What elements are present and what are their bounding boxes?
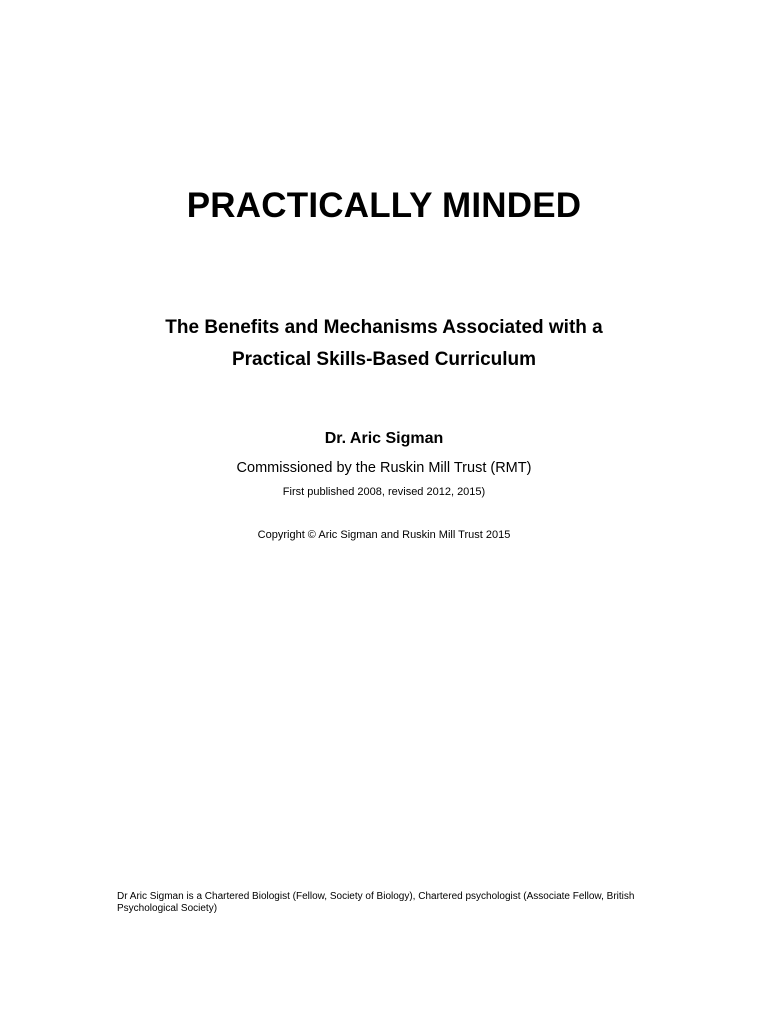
copyright-notice: Copyright © Aric Sigman and Ruskin Mill Trust 2015 (257, 529, 511, 541)
document-title: PRACTICALLY MINDED (186, 186, 582, 225)
commissioned-by: Commissioned by the Ruskin Mill Trust (RMT) (236, 460, 532, 476)
subtitle-line-1: The Benefits and Mechanisms Associated with a (165, 317, 603, 338)
author-credentials-footnote: Dr Aric Sigman is a Chartered Biologist (Fellow, Society of Biology), Chartered psychologist (Associate Fellow, British Psychological Society) (117, 891, 635, 914)
publication-history: First published 2008, revised 2012, 2015) (282, 486, 486, 498)
author-name: Dr. Aric Sigman (324, 430, 444, 447)
document-subtitle (0, 312, 768, 376)
subtitle-line-2: Practical Skills-Based Curriculum (231, 349, 537, 370)
